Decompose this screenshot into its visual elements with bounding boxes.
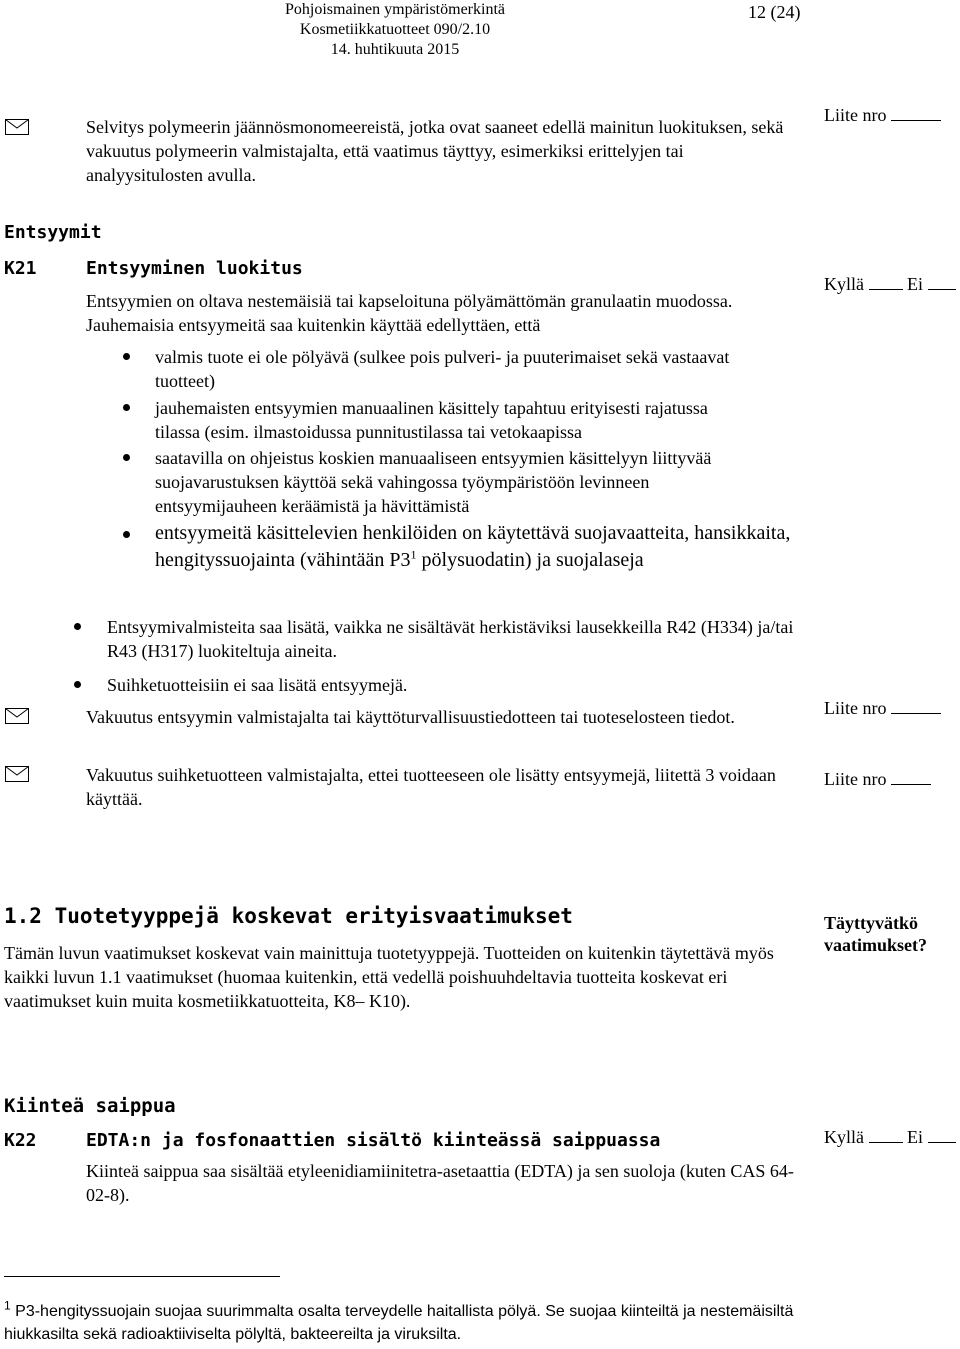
ei-blank[interactable] bbox=[928, 1128, 956, 1143]
envelope-icon bbox=[5, 119, 29, 135]
bullet-icon bbox=[74, 681, 81, 688]
kylla-label: Kyllä bbox=[824, 274, 864, 294]
envelope-icon bbox=[5, 766, 29, 782]
header-line-2: Kosmetiikkatuotteet 090/2.10 bbox=[299, 21, 491, 38]
list-item: jauhemaisten entsyymien manuaalinen käsittely tapahtuu erityisesti rajatussa tilassa (esim. ilmastoidussa punnitustilassa tai vetokaapissa bbox=[155, 398, 708, 442]
ei-label: Ei bbox=[907, 274, 923, 294]
page-number: 12 (24) bbox=[748, 2, 801, 22]
envelope-icon bbox=[5, 708, 29, 724]
section-heading-1-2: 1.2 Tuotetyyppejä koskevat erityisvaatimukset bbox=[4, 904, 573, 928]
req-title-k22: EDTA:n ja fosfonaattien sisältö kiinteässä saippuassa bbox=[86, 1130, 661, 1151]
bullet-icon bbox=[123, 353, 130, 360]
liite-blank[interactable] bbox=[891, 770, 931, 785]
list-item: Entsyymivalmisteita saa lisätä, vaikka ne sisältävät herkistäviksi lausekkeilla R42 (H334) ja/tai R43 (H317) luokiteltuja aineita. bbox=[107, 617, 794, 661]
footnote-number: 1 bbox=[4, 1298, 11, 1313]
footnote-ref[interactable]: 1 bbox=[410, 547, 417, 562]
bullet-icon bbox=[74, 623, 81, 630]
section-text-1-2: Tämän luvun vaatimukset koskevat vain mainittuja tuotetyyppejä. Tuotteiden on kuitenkin täytettävä myös kaikki luvun 1.1 vaatimukset (huomaa kuitenkin, että vedellä poishuuhdeltavia tuotteita koskevat eri vaatimukset kuin muita kosmetiikkatuotteita, K8– K10). bbox=[4, 943, 774, 1011]
kylla-blank[interactable] bbox=[869, 275, 903, 290]
req-code-k22: K22 bbox=[4, 1130, 37, 1151]
ei-label: Ei bbox=[907, 1127, 923, 1147]
req-code-k21: K21 bbox=[4, 258, 37, 279]
list-item-text: entsyymeitä käsittelevien henkilöiden on käytettävä suojavaatteita, hansikkaita, hengityssuojainta (vähintään P3 bbox=[155, 522, 791, 571]
intro-text: Selvitys polymeerin jäännösmonomeereistä, jotka ovat saaneet edellä mainitun luokituksen, sekä vakuutus polymeerin valmistajalta, että vaatimus täyttyy, esimerkiksi erittelyjen tai analyysitulosten avulla. bbox=[86, 117, 784, 185]
liite-field[interactable] bbox=[824, 767, 931, 791]
kylla-label: Kyllä bbox=[824, 1127, 864, 1147]
footnote-divider bbox=[4, 1276, 280, 1277]
section-heading-entsyymit: Entsyymit bbox=[4, 222, 102, 243]
liite-blank[interactable] bbox=[891, 699, 941, 714]
req-text-k22: Kiinteä saippua saa sisältää etyleenidiamiinitetra-asetaattia (EDTA) ja sen suoloja (kuten CAS 64-02-8). bbox=[86, 1161, 794, 1205]
ei-blank[interactable] bbox=[928, 275, 956, 290]
list-item: Suihketuotteisiin ei saa lisätä entsyymejä. bbox=[107, 675, 408, 695]
section-heading-saippua: Kiinteä saippua bbox=[4, 1095, 176, 1117]
liite-label: Liite nro bbox=[824, 769, 887, 789]
list-item-text-cont: pölysuodatin) ja suojalaseja bbox=[421, 549, 644, 571]
list-item bbox=[155, 520, 795, 574]
kylla-blank[interactable] bbox=[869, 1128, 903, 1143]
header-line-1: Pohjoismainen ympäristömerkintä bbox=[285, 1, 505, 18]
doc-text-2: Vakuutus suihketuotteen valmistajalta, ettei tuotteeseen ole lisätty entsyymejä, liitettä 3 voidaan käyttää. bbox=[86, 765, 776, 809]
header-date: 14. huhtikuuta 2015 bbox=[330, 41, 460, 58]
liite-blank[interactable] bbox=[891, 106, 941, 121]
compliance-question: Täyttyvätkö vaatimukset? bbox=[824, 913, 927, 955]
liite-field[interactable] bbox=[824, 103, 941, 127]
footnote bbox=[4, 1300, 794, 1346]
k22-answer[interactable] bbox=[824, 1125, 956, 1149]
bullet-icon bbox=[123, 404, 130, 411]
req-title-k21: Entsyyminen luokitus bbox=[86, 258, 303, 279]
req-text-k21: Entsyymien on oltava nestemäisiä tai kapseloituna pölyämättömän granulaatin muodossa. Jauhemaisia entsyymeitä saa kuitenkin käyttää edellyttäen, että bbox=[86, 291, 733, 335]
list-item: saatavilla on ohjeistus koskien manuaaliseen entsyymien käsittelyyn liittyvää suojavarustuksen käyttöä sekä vahingossa työympäristöön levinneen entsyymijauheen keräämistä ja hävittämistä bbox=[155, 448, 712, 516]
liite-field[interactable] bbox=[824, 696, 941, 720]
bullet-icon bbox=[123, 454, 130, 461]
doc-text-1: Vakuutus entsyymin valmistajalta tai käyttöturvallisuustiedotteen tai tuoteselosteen tiedot. bbox=[86, 707, 735, 727]
footnote-text: P3-hengityssuojain suojaa suurimmalta osalta terveydelle haitallista pölyä. Se suojaa kiinteiltä ja nestemäisiltä hiukkasilta sekä radioaktiiviselta pölyltä, bakteereilta ja viruksilta. bbox=[4, 1303, 794, 1343]
list-item: valmis tuote ei ole pölyävä (sulkee pois pulveri- ja puuterimaiset sekä vastaavat tuotteet) bbox=[155, 347, 730, 391]
liite-label: Liite nro bbox=[824, 105, 887, 125]
bullet-icon bbox=[123, 531, 130, 538]
k21-answer[interactable] bbox=[824, 272, 956, 296]
liite-label: Liite nro bbox=[824, 698, 887, 718]
